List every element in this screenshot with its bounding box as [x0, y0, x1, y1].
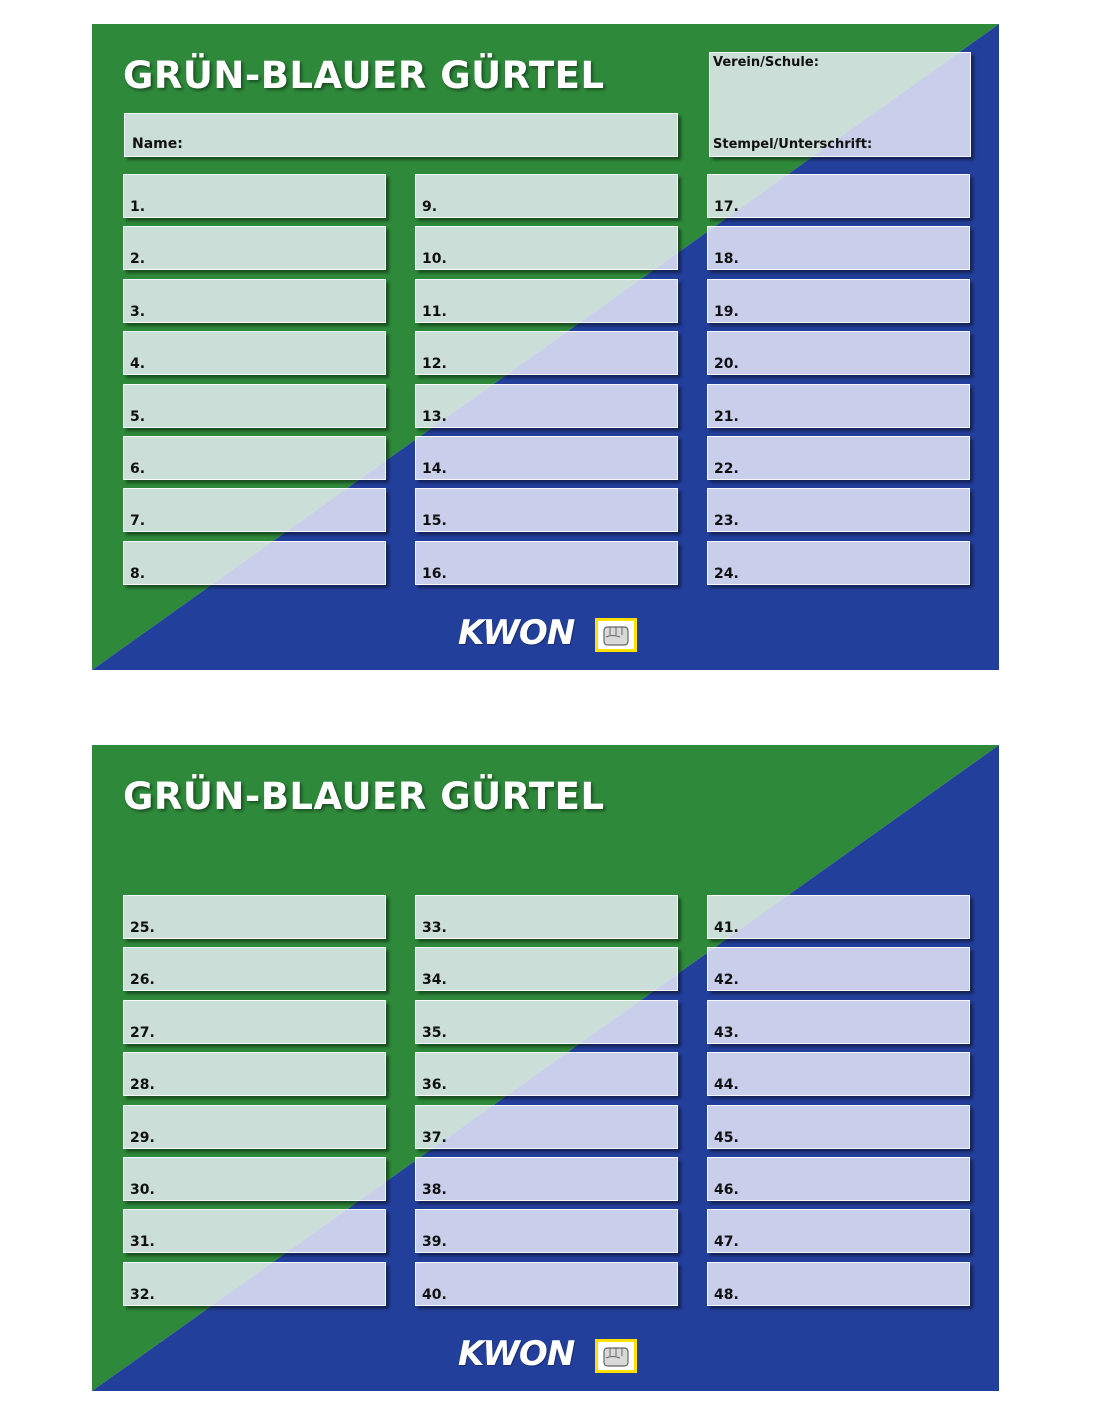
club-stamp-field[interactable]	[709, 52, 971, 157]
entry-number-label: 13.	[422, 409, 447, 425]
name-field-label: Name:	[132, 136, 183, 152]
entry-field[interactable]	[415, 1052, 678, 1096]
entry-number-label: 9.	[422, 199, 438, 215]
entry-field[interactable]	[707, 541, 970, 585]
entry-number-label: 24.	[714, 566, 739, 582]
entry-number-label: 1.	[130, 199, 146, 215]
entry-number-label: 8.	[130, 566, 146, 582]
entry-number-label: 5.	[130, 409, 146, 425]
entry-number-label: 39.	[422, 1234, 447, 1250]
entry-field[interactable]	[415, 384, 678, 428]
entry-number-label: 20.	[714, 356, 739, 372]
entry-number-label: 46.	[714, 1182, 739, 1198]
entry-field[interactable]	[123, 1052, 386, 1096]
entry-number-label: 34.	[422, 972, 447, 988]
entry-field[interactable]	[707, 947, 970, 991]
entry-field[interactable]	[707, 895, 970, 939]
entry-field[interactable]	[415, 488, 678, 532]
entry-number-label: 16.	[422, 566, 447, 582]
entry-field[interactable]	[123, 436, 386, 480]
fist-icon	[595, 618, 637, 652]
entry-field[interactable]	[123, 1105, 386, 1149]
entry-field[interactable]	[415, 331, 678, 375]
entry-field[interactable]	[123, 174, 386, 218]
entry-field[interactable]	[123, 1000, 386, 1044]
entry-number-label: 28.	[130, 1077, 155, 1093]
entry-number-label: 14.	[422, 461, 447, 477]
entry-number-label: 4.	[130, 356, 146, 372]
entry-field[interactable]	[415, 1157, 678, 1201]
entry-field[interactable]	[123, 331, 386, 375]
entry-field[interactable]	[415, 436, 678, 480]
entry-field[interactable]	[415, 1000, 678, 1044]
entry-field[interactable]	[415, 174, 678, 218]
entry-number-label: 7.	[130, 513, 146, 529]
entry-number-label: 25.	[130, 920, 155, 936]
entry-number-label: 31.	[130, 1234, 155, 1250]
club-field-label: Verein/Schule:	[713, 55, 819, 70]
entry-number-label: 10.	[422, 251, 447, 267]
entry-number-label: 17.	[714, 199, 739, 215]
entry-field[interactable]	[123, 895, 386, 939]
name-field[interactable]	[124, 113, 678, 157]
entry-number-label: 44.	[714, 1077, 739, 1093]
entry-number-label: 26.	[130, 972, 155, 988]
entry-field[interactable]	[415, 1209, 678, 1253]
entry-number-label: 37.	[422, 1130, 447, 1146]
entry-field[interactable]	[123, 1262, 386, 1306]
card-title: GRÜN-BLAUER GÜRTEL	[123, 54, 605, 97]
entry-number-label: 18.	[714, 251, 739, 267]
entry-number-label: 23.	[714, 513, 739, 529]
entry-number-label: 3.	[130, 304, 146, 320]
entry-number-label: 40.	[422, 1287, 447, 1303]
entry-field[interactable]	[707, 1262, 970, 1306]
entry-number-label: 41.	[714, 920, 739, 936]
entry-number-label: 29.	[130, 1130, 155, 1146]
entry-number-label: 11.	[422, 304, 447, 320]
entry-field[interactable]	[123, 541, 386, 585]
entry-field[interactable]	[707, 279, 970, 323]
entry-number-label: 35.	[422, 1025, 447, 1041]
entry-field[interactable]	[123, 488, 386, 532]
entry-number-label: 15.	[422, 513, 447, 529]
entry-number-label: 33.	[422, 920, 447, 936]
entry-number-label: 19.	[714, 304, 739, 320]
entry-field[interactable]	[123, 226, 386, 270]
card-title: GRÜN-BLAUER GÜRTEL	[123, 775, 605, 818]
entry-number-label: 2.	[130, 251, 146, 267]
entry-field[interactable]	[707, 1157, 970, 1201]
entry-field[interactable]	[707, 1052, 970, 1096]
entry-field[interactable]	[415, 1105, 678, 1149]
stamp-field-label: Stempel/Unterschrift:	[713, 137, 873, 152]
entry-number-label: 47.	[714, 1234, 739, 1250]
belt-card-2	[92, 745, 999, 1391]
entry-field[interactable]	[123, 947, 386, 991]
entry-field[interactable]	[707, 331, 970, 375]
entry-field[interactable]	[415, 226, 678, 270]
entry-field[interactable]	[707, 1105, 970, 1149]
entry-number-label: 30.	[130, 1182, 155, 1198]
entry-number-label: 38.	[422, 1182, 447, 1198]
entry-number-label: 21.	[714, 409, 739, 425]
entry-number-label: 27.	[130, 1025, 155, 1041]
entry-number-label: 48.	[714, 1287, 739, 1303]
entry-number-label: 36.	[422, 1077, 447, 1093]
entry-field[interactable]	[123, 384, 386, 428]
entry-field[interactable]	[707, 1000, 970, 1044]
entry-field[interactable]	[123, 279, 386, 323]
entry-field[interactable]	[415, 895, 678, 939]
entry-number-label: 6.	[130, 461, 146, 477]
entry-field[interactable]	[707, 436, 970, 480]
kwon-logo	[458, 1334, 638, 1374]
logo-text: KWON	[458, 613, 575, 653]
entry-field[interactable]	[707, 174, 970, 218]
kwon-logo	[458, 613, 638, 653]
entry-field[interactable]	[707, 226, 970, 270]
entry-field[interactable]	[123, 1209, 386, 1253]
fist-icon	[595, 1339, 637, 1373]
entry-field[interactable]	[123, 1157, 386, 1201]
entry-field[interactable]	[415, 279, 678, 323]
entry-field[interactable]	[415, 541, 678, 585]
logo-text: KWON	[458, 1334, 575, 1374]
entry-number-label: 12.	[422, 356, 447, 372]
entry-number-label: 45.	[714, 1130, 739, 1146]
entry-field[interactable]	[707, 1209, 970, 1253]
entry-field[interactable]	[415, 1262, 678, 1306]
entry-field[interactable]	[707, 384, 970, 428]
entry-field[interactable]	[415, 947, 678, 991]
entry-number-label: 22.	[714, 461, 739, 477]
entry-number-label: 42.	[714, 972, 739, 988]
entry-field[interactable]	[707, 488, 970, 532]
entry-number-label: 43.	[714, 1025, 739, 1041]
entry-number-label: 32.	[130, 1287, 155, 1303]
belt-card-1	[92, 24, 999, 670]
